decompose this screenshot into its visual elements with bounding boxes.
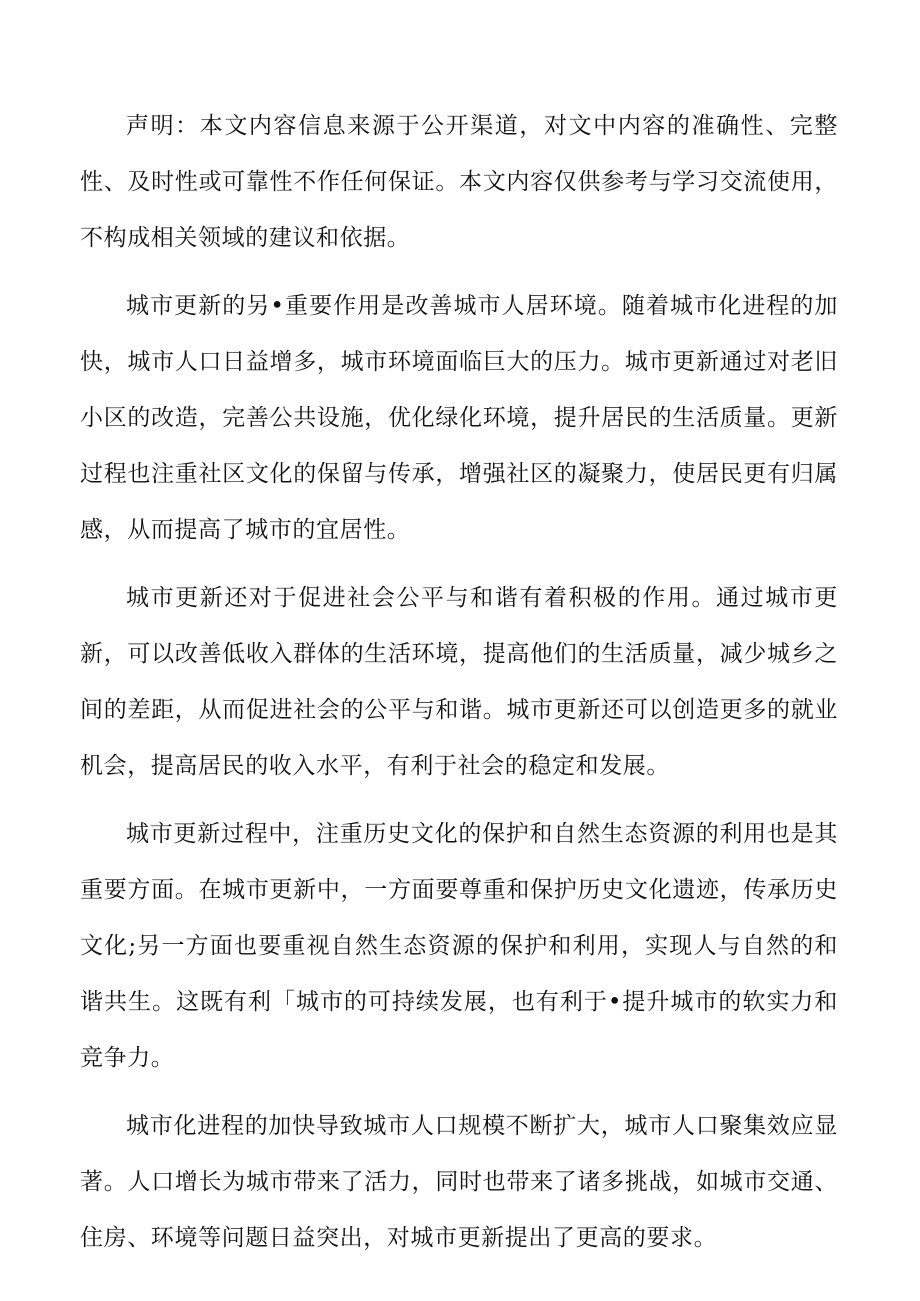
body-paragraph-living-environment: 城市更新的另•重要作用是改善城市人居环境。随着城市化进程的加快，城市人口日益增多，城市环境面临巨大的压力。城市更新通过对老旧小区的改造，完善公共设施，优化绿化环境，提升居民的生活质量。更新过程也注重社区文化的保留与传承，增强社区的凝聚力，使居民更有归属感，从而提高了城市的宜居性。 [80,293,838,543]
body-paragraph-heritage-ecology: 城市更新过程中，注重历史文化的保护和自然生态资源的利用也是其重要方面。在城市更新中，一方面要尊重和保护历史文化遗迹，传承历史文化;另一方面也要重视自然生态资源的保护和利用，实现人与自然的和谐共生。这既有利「城市的可持续发展，也有利于•提升城市的软实力和竞争力。 [80,821,838,1071]
body-paragraph-population-growth: 城市化进程的加快导致城市人口规模不断扩大，城市人口聚集效应显著。人口增长为城市带来了活力，同时也带来了诸多挑战，如城市交通、住房、环境等问题日益突出，对城市更新提出了更高的要求。 [80,1113,838,1251]
disclaimer-paragraph: 声明：本文内容信息来源于公开渠道，对文中内容的准确性、完整性、及时性或可靠性不作任何保证。本文内容仅供参考与学习交流使用，不构成相关领域的建议和依据。 [80,113,838,251]
body-paragraph-social-equity: 城市更新还对于促进社会公平与和谐有着积极的作用。通过城市更新，可以改善低收入群体的生活环境，提高他们的生活质量，减少城乡之间的差距，从而促进社会的公平与和谐。城市更新还可以创造更多的就业机会，提高居民的收入水平，有利于社会的稳定和发展。 [80,585,838,779]
